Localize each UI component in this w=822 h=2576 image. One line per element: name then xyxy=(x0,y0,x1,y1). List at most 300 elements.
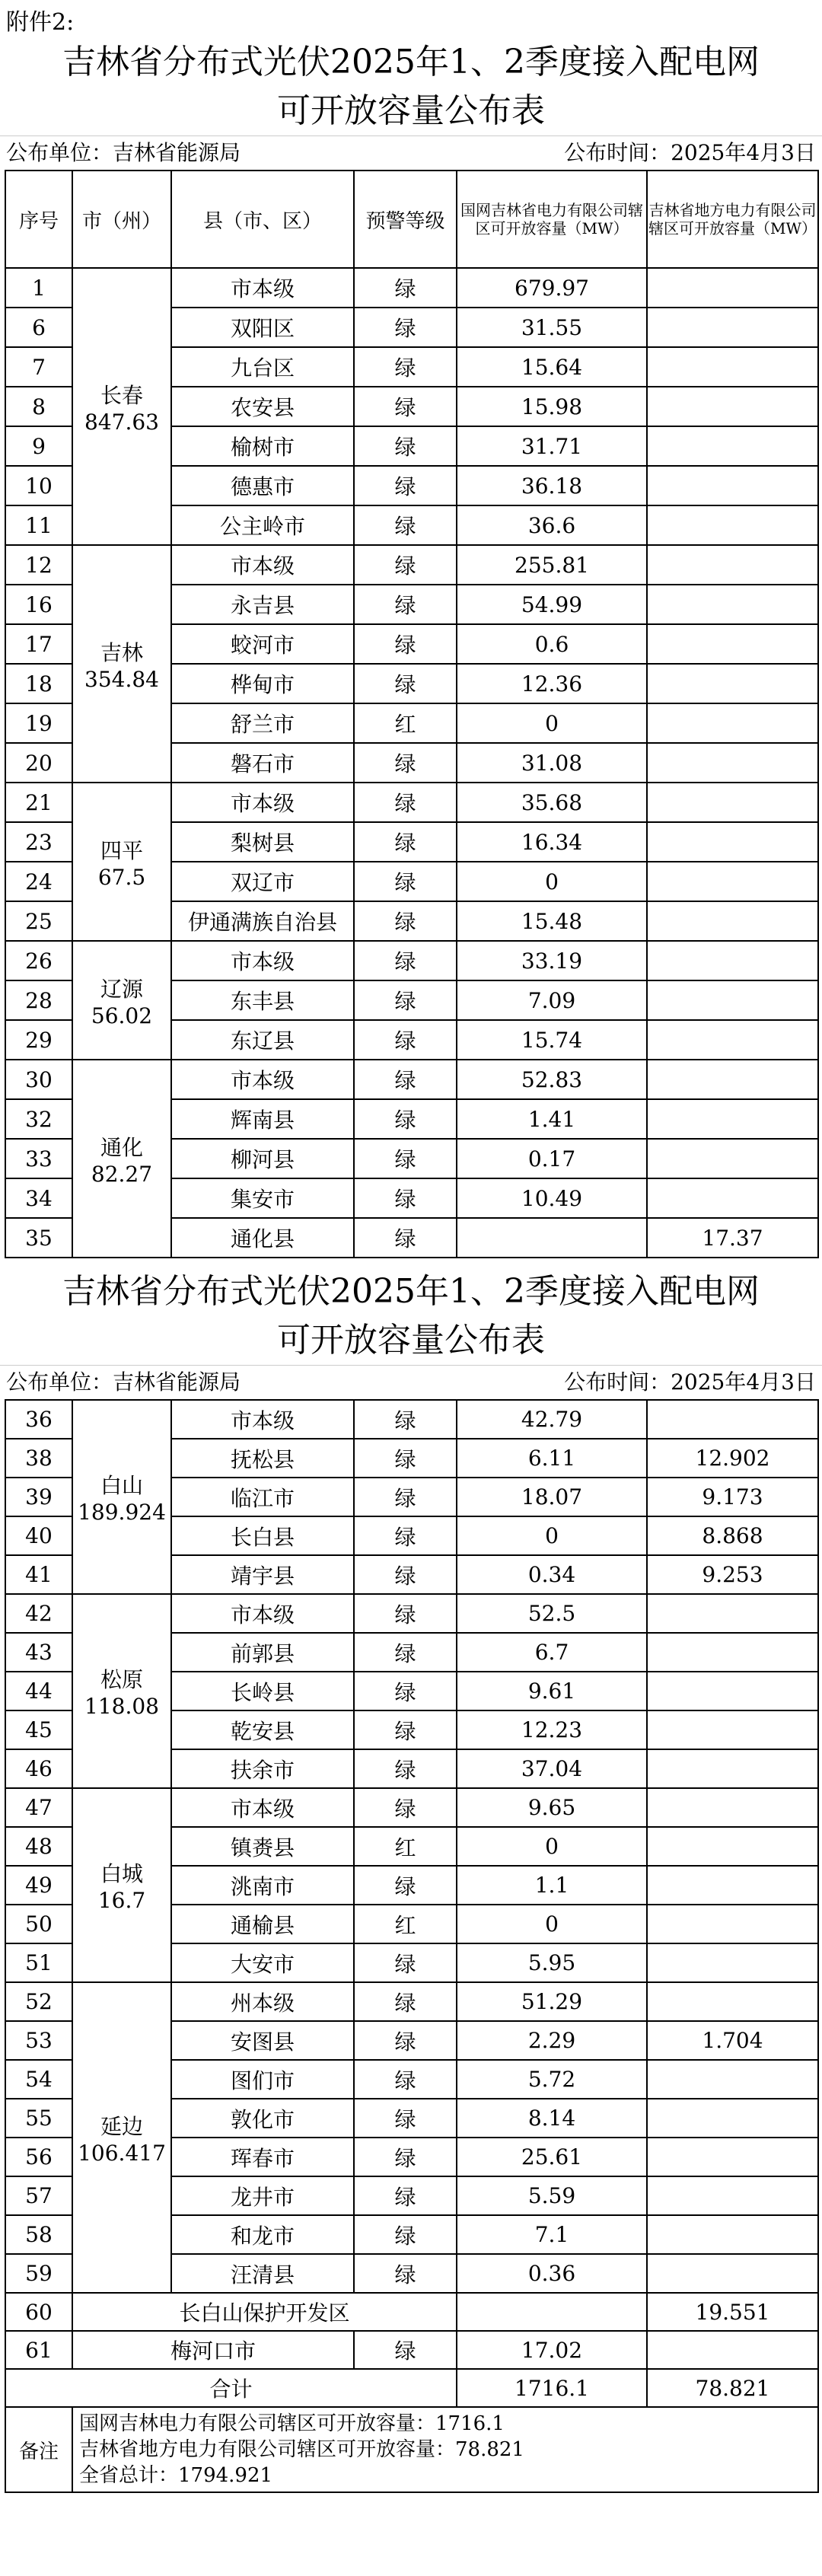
row-seq: 36 xyxy=(5,1400,72,1439)
local-grid-capacity xyxy=(647,585,818,624)
note-line: 全省总计：1794.921 xyxy=(79,2464,273,2487)
warning-level: 绿 xyxy=(354,1749,457,1788)
publish-info-row xyxy=(0,135,822,170)
state-grid-capacity: 7.1 xyxy=(457,2215,647,2254)
warning-level: 绿 xyxy=(354,347,457,387)
local-grid-capacity xyxy=(647,505,818,545)
city-cell xyxy=(72,783,171,941)
warning-level: 绿 xyxy=(354,2021,457,2060)
warning-level: 绿 xyxy=(354,585,457,624)
state-grid-capacity: 31.08 xyxy=(457,743,647,783)
row-seq: 9 xyxy=(5,426,72,466)
region-name: 梅河口市 xyxy=(72,2331,354,2369)
row-seq: 6 xyxy=(5,308,72,347)
local-grid-capacity xyxy=(647,545,818,585)
table-row xyxy=(5,941,818,980)
row-seq: 29 xyxy=(5,1020,72,1060)
county-name: 长白县 xyxy=(171,1516,354,1555)
state-grid-capacity: 0.6 xyxy=(457,624,647,664)
state-grid-capacity: 0 xyxy=(457,862,647,901)
title-line-1-repeat: 吉林省分布式光伏2025年1、2季度接入配电网 xyxy=(62,1272,760,1311)
state-grid-capacity: 9.61 xyxy=(457,1672,647,1710)
county-name: 辉南县 xyxy=(171,1099,354,1139)
warning-level: 绿 xyxy=(354,2176,457,2215)
warning-level: 绿 xyxy=(354,1672,457,1710)
warning-level: 红 xyxy=(354,1827,457,1866)
local-grid-capacity xyxy=(647,466,818,505)
city-total: 847.63 xyxy=(84,409,159,435)
state-grid-capacity: 5.95 xyxy=(457,1943,647,1982)
state-grid-capacity: 12.36 xyxy=(457,664,647,703)
warning-level: 绿 xyxy=(354,387,457,426)
state-grid-capacity: 52.83 xyxy=(457,1060,647,1099)
local-grid-capacity xyxy=(647,1749,818,1788)
local-grid-capacity xyxy=(647,308,818,347)
warning-level: 绿 xyxy=(354,2138,457,2176)
local-grid-capacity: 9.173 xyxy=(647,1478,818,1516)
state-grid-capacity: 12.23 xyxy=(457,1710,647,1749)
state-grid-capacity: 0 xyxy=(457,1827,647,1866)
city-total: 16.7 xyxy=(97,1888,146,1913)
header-county: 县（市、区） xyxy=(171,171,354,268)
row-seq: 48 xyxy=(5,1827,72,1866)
state-grid-capacity: 35.68 xyxy=(457,783,647,822)
warning-level: 绿 xyxy=(354,308,457,347)
state-grid-capacity: 15.64 xyxy=(457,347,647,387)
local-grid-capacity xyxy=(647,2138,818,2176)
county-name: 九台区 xyxy=(171,347,354,387)
county-name: 通化县 xyxy=(171,1218,354,1258)
row-seq: 19 xyxy=(5,703,72,743)
local-grid-capacity xyxy=(647,941,818,980)
warning-level: 绿 xyxy=(354,901,457,941)
row-seq: 56 xyxy=(5,2138,72,2176)
row-seq: 53 xyxy=(5,2021,72,2060)
row-seq: 21 xyxy=(5,783,72,822)
row-seq: 26 xyxy=(5,941,72,980)
local-grid-capacity xyxy=(647,624,818,664)
state-grid-capacity: 9.65 xyxy=(457,1788,647,1827)
warning-level: 绿 xyxy=(354,2099,457,2138)
state-grid-capacity: 36.6 xyxy=(457,505,647,545)
city-total: 118.08 xyxy=(84,1694,159,1719)
notes-row xyxy=(5,2407,818,2492)
local-grid-capacity xyxy=(647,1020,818,1060)
city-name: 白城 xyxy=(100,1861,143,1886)
county-name: 市本级 xyxy=(171,783,354,822)
row-seq: 50 xyxy=(5,1905,72,1943)
state-grid-capacity: 15.98 xyxy=(457,387,647,426)
table-row xyxy=(5,2293,818,2331)
local-grid-capacity xyxy=(647,1060,818,1099)
warning-level: 绿 xyxy=(354,783,457,822)
county-name: 镇赉县 xyxy=(171,1827,354,1866)
row-seq: 35 xyxy=(5,1218,72,1258)
row-seq: 49 xyxy=(5,1866,72,1905)
county-name: 公主岭市 xyxy=(171,505,354,545)
publish-info-row-repeat xyxy=(0,1365,822,1399)
local-grid-capacity xyxy=(647,2060,818,2099)
row-seq: 59 xyxy=(5,2254,72,2293)
county-name: 集安市 xyxy=(171,1178,354,1218)
city-cell xyxy=(72,268,171,545)
warning-level: 绿 xyxy=(354,1178,457,1218)
county-name: 州本级 xyxy=(171,1982,354,2021)
city-cell xyxy=(72,1982,171,2293)
city-total: 106.417 xyxy=(78,2140,166,2166)
county-name: 市本级 xyxy=(171,1400,354,1439)
total-row xyxy=(5,2369,818,2407)
header-level: 预警等级 xyxy=(354,171,457,268)
warning-level: 红 xyxy=(354,703,457,743)
header-city: 市（州） xyxy=(72,171,171,268)
row-seq: 20 xyxy=(5,743,72,783)
city-name: 通化 xyxy=(100,1134,143,1160)
state-grid-capacity: 0 xyxy=(457,1516,647,1555)
state-grid-capacity: 0.36 xyxy=(457,2254,647,2293)
county-name: 东辽县 xyxy=(171,1020,354,1060)
warning-level: 绿 xyxy=(354,2331,457,2369)
warning-level: 绿 xyxy=(354,1943,457,1982)
city-cell xyxy=(72,1594,171,1788)
local-grid-capacity xyxy=(647,1633,818,1672)
total-label: 合计 xyxy=(5,2369,457,2407)
county-name: 伊通满族自治县 xyxy=(171,901,354,941)
capacity-table-1 xyxy=(5,170,819,1258)
city-cell xyxy=(72,1060,171,1258)
total-local-grid: 78.821 xyxy=(647,2369,818,2407)
county-name: 舒兰市 xyxy=(171,703,354,743)
county-name: 市本级 xyxy=(171,1060,354,1099)
local-grid-capacity xyxy=(647,426,818,466)
title-line-1: 吉林省分布式光伏2025年1、2季度接入配电网 xyxy=(62,43,760,81)
local-grid-capacity: 12.902 xyxy=(647,1439,818,1478)
row-seq: 43 xyxy=(5,1633,72,1672)
local-grid-capacity xyxy=(647,901,818,941)
row-seq: 16 xyxy=(5,585,72,624)
row-seq: 18 xyxy=(5,664,72,703)
state-grid-capacity: 25.61 xyxy=(457,2138,647,2176)
county-name: 长岭县 xyxy=(171,1672,354,1710)
row-seq: 32 xyxy=(5,1099,72,1139)
local-grid-capacity xyxy=(647,2099,818,2138)
county-name: 扶余市 xyxy=(171,1749,354,1788)
row-seq: 30 xyxy=(5,1060,72,1099)
warning-level: 绿 xyxy=(354,268,457,308)
state-grid-capacity: 0.17 xyxy=(457,1139,647,1178)
city-name: 松原 xyxy=(100,1667,143,1692)
local-grid-capacity xyxy=(647,347,818,387)
table-row xyxy=(5,1060,818,1099)
local-grid-capacity xyxy=(647,980,818,1020)
state-grid-capacity: 255.81 xyxy=(457,545,647,585)
county-name: 双辽市 xyxy=(171,862,354,901)
notes-label: 备注 xyxy=(5,2407,72,2492)
state-grid-capacity: 17.02 xyxy=(457,2331,647,2369)
county-name: 图们市 xyxy=(171,2060,354,2099)
state-grid-capacity: 42.79 xyxy=(457,1400,647,1439)
warning-level: 绿 xyxy=(354,1633,457,1672)
warning-level: 绿 xyxy=(354,1866,457,1905)
local-grid-capacity xyxy=(647,1866,818,1905)
warning-level: 绿 xyxy=(354,624,457,664)
state-grid-capacity: 8.14 xyxy=(457,2099,647,2138)
county-name: 临江市 xyxy=(171,1478,354,1516)
row-seq: 12 xyxy=(5,545,72,585)
publish-time: 公布时间：2025年4月3日 xyxy=(564,140,816,165)
county-name: 安图县 xyxy=(171,2021,354,2060)
state-grid-capacity: 7.09 xyxy=(457,980,647,1020)
state-grid-capacity: 31.55 xyxy=(457,308,647,347)
local-grid-capacity xyxy=(647,2254,818,2293)
city-cell xyxy=(72,941,171,1060)
warning-level: 绿 xyxy=(354,743,457,783)
warning-level: 绿 xyxy=(354,545,457,585)
note-line: 国网吉林电力有限公司辖区可开放容量：1716.1 xyxy=(79,2412,505,2435)
row-seq: 40 xyxy=(5,1516,72,1555)
local-grid-capacity xyxy=(647,1099,818,1139)
city-total: 82.27 xyxy=(91,1161,153,1187)
state-grid-capacity: 15.48 xyxy=(457,901,647,941)
state-grid-capacity: 0 xyxy=(457,703,647,743)
table-header-row xyxy=(5,171,818,268)
city-name: 延边 xyxy=(100,2113,143,2139)
state-grid-capacity: 10.49 xyxy=(457,1178,647,1218)
local-grid-capacity xyxy=(647,1982,818,2021)
city-total: 354.84 xyxy=(84,666,159,692)
state-grid-capacity: 36.18 xyxy=(457,466,647,505)
county-name: 市本级 xyxy=(171,1788,354,1827)
row-seq: 8 xyxy=(5,387,72,426)
row-seq: 25 xyxy=(5,901,72,941)
table-body-2 xyxy=(5,1400,818,2492)
city-name: 四平 xyxy=(100,837,143,863)
header-seq: 序号 xyxy=(5,171,72,268)
page-title xyxy=(0,38,822,135)
warning-level: 绿 xyxy=(354,426,457,466)
state-grid-capacity: 33.19 xyxy=(457,941,647,980)
table-row xyxy=(5,545,818,585)
row-seq: 41 xyxy=(5,1555,72,1594)
table-body-1 xyxy=(5,268,818,1258)
warning-level: 绿 xyxy=(354,1439,457,1478)
local-grid-capacity xyxy=(647,2215,818,2254)
county-name: 龙井市 xyxy=(171,2176,354,2215)
county-name: 梨树县 xyxy=(171,822,354,862)
state-grid-capacity: 16.34 xyxy=(457,822,647,862)
warning-level: 绿 xyxy=(354,2254,457,2293)
row-seq: 52 xyxy=(5,1982,72,2021)
local-grid-capacity xyxy=(647,1400,818,1439)
local-grid-capacity xyxy=(647,1827,818,1866)
row-seq: 60 xyxy=(5,2293,72,2331)
county-name: 磐石市 xyxy=(171,743,354,783)
city-name: 白山 xyxy=(100,1473,143,1498)
row-seq: 24 xyxy=(5,862,72,901)
state-grid-capacity: 5.72 xyxy=(457,2060,647,2099)
state-grid-capacity: 54.99 xyxy=(457,585,647,624)
row-seq: 51 xyxy=(5,1943,72,1982)
header-local-grid: 吉林省地方电力有限公司辖区可开放容量（MW） xyxy=(647,171,818,268)
publish-time-repeat: 公布时间：2025年4月3日 xyxy=(564,1369,816,1395)
local-grid-capacity xyxy=(647,664,818,703)
warning-level: 绿 xyxy=(354,1982,457,2021)
row-seq: 17 xyxy=(5,624,72,664)
state-grid-capacity: 0.34 xyxy=(457,1555,647,1594)
row-seq: 11 xyxy=(5,505,72,545)
local-grid-capacity xyxy=(647,1710,818,1749)
city-name: 辽源 xyxy=(100,976,143,1002)
county-name: 双阳区 xyxy=(171,308,354,347)
city-cell xyxy=(72,1788,171,1982)
local-grid-capacity: 1.704 xyxy=(647,2021,818,2060)
local-grid-capacity xyxy=(647,1594,818,1633)
county-name: 敦化市 xyxy=(171,2099,354,2138)
state-grid-capacity: 679.97 xyxy=(457,268,647,308)
table-row xyxy=(5,1594,818,1633)
state-grid-capacity xyxy=(457,1218,647,1258)
region-name: 长白山保护开发区 xyxy=(72,2293,457,2331)
table-row xyxy=(5,268,818,308)
warning-level: 绿 xyxy=(354,1218,457,1258)
warning-level: 绿 xyxy=(354,466,457,505)
county-name: 通榆县 xyxy=(171,1905,354,1943)
page-title-repeat xyxy=(0,1267,822,1365)
warning-level: 绿 xyxy=(354,1139,457,1178)
warning-level: 绿 xyxy=(354,2060,457,2099)
table-row xyxy=(5,1400,818,1439)
city-total: 56.02 xyxy=(91,1003,153,1028)
row-seq: 34 xyxy=(5,1178,72,1218)
header-state-grid: 国网吉林省电力有限公司辖区可开放容量（MW） xyxy=(457,171,647,268)
city-name: 长春 xyxy=(100,382,143,408)
title-line-2-repeat: 可开放容量公布表 xyxy=(277,1321,545,1360)
county-name: 洮南市 xyxy=(171,1866,354,1905)
table-row xyxy=(5,1788,818,1827)
county-name: 德惠市 xyxy=(171,466,354,505)
local-grid-capacity: 19.551 xyxy=(647,2293,818,2331)
warning-level: 绿 xyxy=(354,1060,457,1099)
row-seq: 23 xyxy=(5,822,72,862)
city-cell xyxy=(72,1400,171,1594)
county-name: 市本级 xyxy=(171,1594,354,1633)
county-name: 蛟河市 xyxy=(171,624,354,664)
row-seq: 38 xyxy=(5,1439,72,1478)
local-grid-capacity xyxy=(647,862,818,901)
warning-level: 绿 xyxy=(354,1400,457,1439)
county-name: 抚松县 xyxy=(171,1439,354,1478)
title-line-2: 可开放容量公布表 xyxy=(277,91,545,130)
state-grid-capacity: 2.29 xyxy=(457,2021,647,2060)
warning-level: 绿 xyxy=(354,1594,457,1633)
local-grid-capacity: 8.868 xyxy=(647,1516,818,1555)
state-grid-capacity: 5.59 xyxy=(457,2176,647,2215)
city-total: 189.924 xyxy=(78,1500,166,1525)
warning-level: 绿 xyxy=(354,505,457,545)
warning-level: 绿 xyxy=(354,1020,457,1060)
row-seq: 57 xyxy=(5,2176,72,2215)
local-grid-capacity xyxy=(647,268,818,308)
warning-level: 绿 xyxy=(354,2215,457,2254)
state-grid-capacity: 51.29 xyxy=(457,1982,647,2021)
row-seq: 45 xyxy=(5,1710,72,1749)
row-seq: 1 xyxy=(5,268,72,308)
county-name: 乾安县 xyxy=(171,1710,354,1749)
local-grid-capacity xyxy=(647,1139,818,1178)
row-seq: 42 xyxy=(5,1594,72,1633)
state-grid-capacity: 15.74 xyxy=(457,1020,647,1060)
row-seq: 46 xyxy=(5,1749,72,1788)
table-row xyxy=(5,783,818,822)
warning-level: 绿 xyxy=(354,1555,457,1594)
county-name: 前郭县 xyxy=(171,1633,354,1672)
county-name: 市本级 xyxy=(171,545,354,585)
local-grid-capacity: 9.253 xyxy=(647,1555,818,1594)
warning-level: 绿 xyxy=(354,1478,457,1516)
state-grid-capacity: 52.5 xyxy=(457,1594,647,1633)
warning-level: 绿 xyxy=(354,980,457,1020)
warning-level: 绿 xyxy=(354,822,457,862)
state-grid-capacity: 18.07 xyxy=(457,1478,647,1516)
local-grid-capacity xyxy=(647,1905,818,1943)
table-row xyxy=(5,2331,818,2369)
capacity-table-2 xyxy=(5,1399,819,2493)
warning-level: 绿 xyxy=(354,664,457,703)
local-grid-capacity xyxy=(647,1178,818,1218)
row-seq: 28 xyxy=(5,980,72,1020)
row-seq: 61 xyxy=(5,2331,72,2369)
local-grid-capacity xyxy=(647,783,818,822)
county-name: 东丰县 xyxy=(171,980,354,1020)
county-name: 榆树市 xyxy=(171,426,354,466)
warning-level: 绿 xyxy=(354,1099,457,1139)
state-grid-capacity: 6.11 xyxy=(457,1439,647,1478)
county-name: 市本级 xyxy=(171,941,354,980)
city-total: 67.5 xyxy=(97,864,146,890)
row-seq: 55 xyxy=(5,2099,72,2138)
state-grid-capacity: 6.7 xyxy=(457,1633,647,1672)
row-seq: 54 xyxy=(5,2060,72,2099)
local-grid-capacity: 17.37 xyxy=(647,1218,818,1258)
table-row xyxy=(5,1982,818,2021)
county-name: 市本级 xyxy=(171,268,354,308)
attachment-label: 附件2: xyxy=(6,9,75,36)
row-seq: 33 xyxy=(5,1139,72,1178)
row-seq: 10 xyxy=(5,466,72,505)
local-grid-capacity xyxy=(647,2331,818,2369)
note-line: 吉林省地方电力有限公司辖区可开放容量：78.821 xyxy=(79,2438,524,2461)
state-grid-capacity: 37.04 xyxy=(457,1749,647,1788)
warning-level: 绿 xyxy=(354,1710,457,1749)
notes-content xyxy=(72,2407,818,2492)
row-seq: 58 xyxy=(5,2215,72,2254)
county-name: 桦甸市 xyxy=(171,664,354,703)
local-grid-capacity xyxy=(647,1672,818,1710)
warning-level: 绿 xyxy=(354,1788,457,1827)
row-seq: 44 xyxy=(5,1672,72,1710)
city-cell xyxy=(72,545,171,783)
total-state-grid: 1716.1 xyxy=(457,2369,647,2407)
county-name: 农安县 xyxy=(171,387,354,426)
city-name: 吉林 xyxy=(100,639,143,665)
local-grid-capacity xyxy=(647,387,818,426)
state-grid-capacity xyxy=(457,2293,647,2331)
local-grid-capacity xyxy=(647,1788,818,1827)
warning-level: 红 xyxy=(354,1905,457,1943)
county-name: 汪清县 xyxy=(171,2254,354,2293)
state-grid-capacity: 1.41 xyxy=(457,1099,647,1139)
state-grid-capacity: 1.1 xyxy=(457,1866,647,1905)
